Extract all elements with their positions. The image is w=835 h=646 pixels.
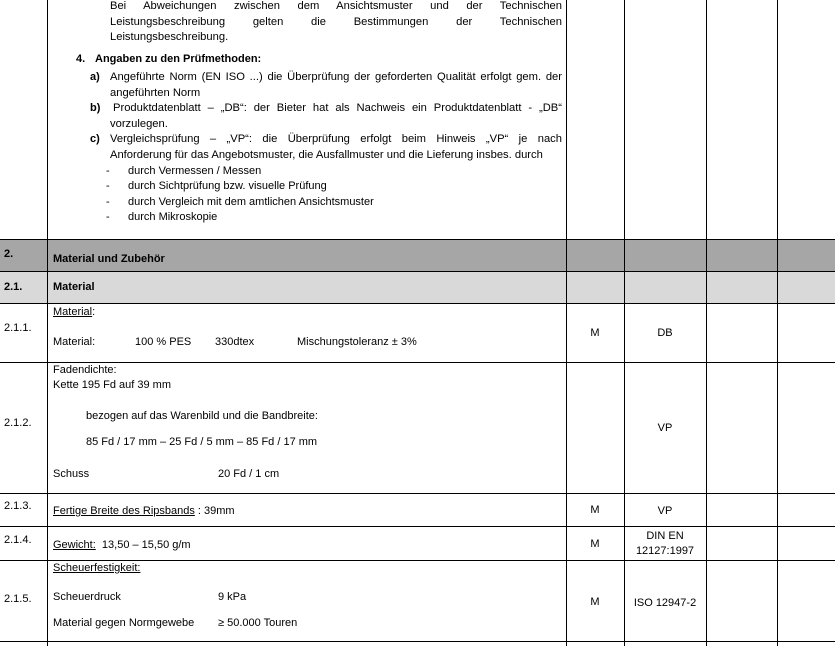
col-line-1 xyxy=(47,0,48,646)
section-2-title: Material und Zubehör xyxy=(53,253,165,265)
method-c-line: Anforderung für das Angebotsmuster, die Ausfallmuster und die Lieferung insbes. durch xyxy=(110,148,543,161)
row-211-num: 2.1.1. xyxy=(4,322,32,334)
row-212-proof: VP xyxy=(657,422,673,434)
col-line-4 xyxy=(706,0,707,646)
bullet-dash: - xyxy=(106,165,110,177)
row-213-title: Fertige Breite des Ripsbands xyxy=(53,505,195,517)
section-21-title: Material xyxy=(53,281,95,293)
section-21-num: 2.1. xyxy=(4,281,23,293)
row-214-num: 2.1.4. xyxy=(4,534,32,546)
row-215-m: M xyxy=(590,596,600,608)
intro-paragraph xyxy=(110,0,562,46)
row-213-m: M xyxy=(590,504,600,516)
section-2-num: 2. xyxy=(4,248,14,260)
row-line xyxy=(0,303,835,304)
section-21-band xyxy=(0,271,835,303)
row-212-title: Fadendichte: xyxy=(53,364,117,376)
method-b-text xyxy=(110,101,562,132)
row-212-schuss-value: 20 Fd / 1 cm xyxy=(218,468,280,480)
method-b-line: vorzulegen. xyxy=(110,117,168,130)
bullet-item: durch Vermessen / Messen xyxy=(128,165,262,177)
methods-heading: Angaben zu den Prüfmethoden: xyxy=(95,53,262,65)
row-214-title: Gewicht: xyxy=(53,539,96,551)
bullet-dash: - xyxy=(106,196,110,208)
row-211-value-2: 330dtex xyxy=(215,336,255,348)
row-215-proof: ISO 12947-2 xyxy=(633,597,697,609)
row-215-label-1: Scheuerdruck xyxy=(53,591,121,603)
row-211-title xyxy=(53,305,95,319)
row-212-num: 2.1.2. xyxy=(4,417,32,429)
method-a-label: a) xyxy=(90,71,100,83)
row-line xyxy=(0,641,835,642)
row-215-num: 2.1.5. xyxy=(4,593,32,605)
bullet-item: durch Sichtprüfung bzw. visuelle Prüfung xyxy=(128,180,327,192)
bullet-dash: - xyxy=(106,180,110,192)
intro-line: Leistungsbeschreibung gelten die Bestimmungen der Technischen xyxy=(110,15,562,28)
bullet-item: durch Mikroskopie xyxy=(128,211,218,223)
method-a-text xyxy=(110,70,562,101)
method-c-text xyxy=(110,132,562,163)
row-215-title: Scheuerfestigkeit: xyxy=(53,562,141,574)
row-line xyxy=(0,493,835,494)
methods-heading-num: 4. xyxy=(76,53,86,65)
method-c-label: c) xyxy=(90,133,100,145)
row-211-proof: DB xyxy=(657,327,673,339)
bullet-item: durch Vergleich mit dem amtlichen Ansichtsmuster xyxy=(128,196,374,208)
row-214-text xyxy=(53,538,191,552)
row-215-value-2: ≥ 50.000 Touren xyxy=(218,617,298,629)
method-b-label: b) xyxy=(90,102,101,114)
row-line xyxy=(0,271,835,272)
row-line xyxy=(0,239,835,240)
row-215-value-1: 9 kPa xyxy=(218,591,247,603)
row-214-proof-2: 12127:1997 xyxy=(635,545,695,557)
col-line-5 xyxy=(777,0,778,646)
row-211-title-colon: : xyxy=(92,306,96,318)
row-211-value-3: Mischungstoleranz ± 3% xyxy=(297,336,417,348)
row-214-m: M xyxy=(590,538,600,550)
row-215-label-2: Material gegen Normgewebe xyxy=(53,617,195,629)
row-212-schuss: Schuss xyxy=(53,468,90,480)
bullet-dash: - xyxy=(106,211,110,223)
row-212-bezogen: bezogen auf das Warenbild und die Bandbreite: xyxy=(86,410,318,422)
method-b-line: Produktdatenblatt – „DB“: der Bieter hat als Nachweis ein Produktdatenblatt - „DB“ xyxy=(113,102,562,114)
row-213-num: 2.1.3. xyxy=(4,500,32,512)
row-211-value-1: 100 % PES xyxy=(135,336,192,348)
intro-line: Bei Abweichungen zwischen dem Ansichtsmuster und der Technischen xyxy=(110,0,562,12)
row-line xyxy=(0,362,835,363)
row-211-label: Material: xyxy=(53,336,96,348)
row-214-proof-1: DIN EN xyxy=(646,530,684,542)
row-211-m: M xyxy=(590,327,600,339)
method-a-line: Angeführte Norm (EN ISO ...) die Überprüfung der geforderten Qualität erfolgt gem. der xyxy=(110,71,562,83)
intro-line: Leistungsbeschreibung. xyxy=(110,31,229,43)
row-214-value: 13,50 – 15,50 g/m xyxy=(101,539,191,551)
row-line xyxy=(0,526,835,527)
row-212-pattern: 85 Fd / 17 mm – 25 Fd / 5 mm – 85 Fd / 17 mm xyxy=(86,436,318,448)
method-c-line: Vergleichsprüfung – „VP“: die Überprüfung erfolgt beim Hinweis „VP“ je nach xyxy=(110,133,562,145)
row-213-text xyxy=(53,504,235,518)
row-211-title-text: Material xyxy=(53,306,93,318)
row-213-proof: VP xyxy=(657,505,673,517)
row-212-kette: Kette 195 Fd auf 39 mm xyxy=(53,379,172,391)
row-213-value: : 39mm xyxy=(194,505,235,517)
method-a-line: angeführten Norm xyxy=(110,86,201,99)
